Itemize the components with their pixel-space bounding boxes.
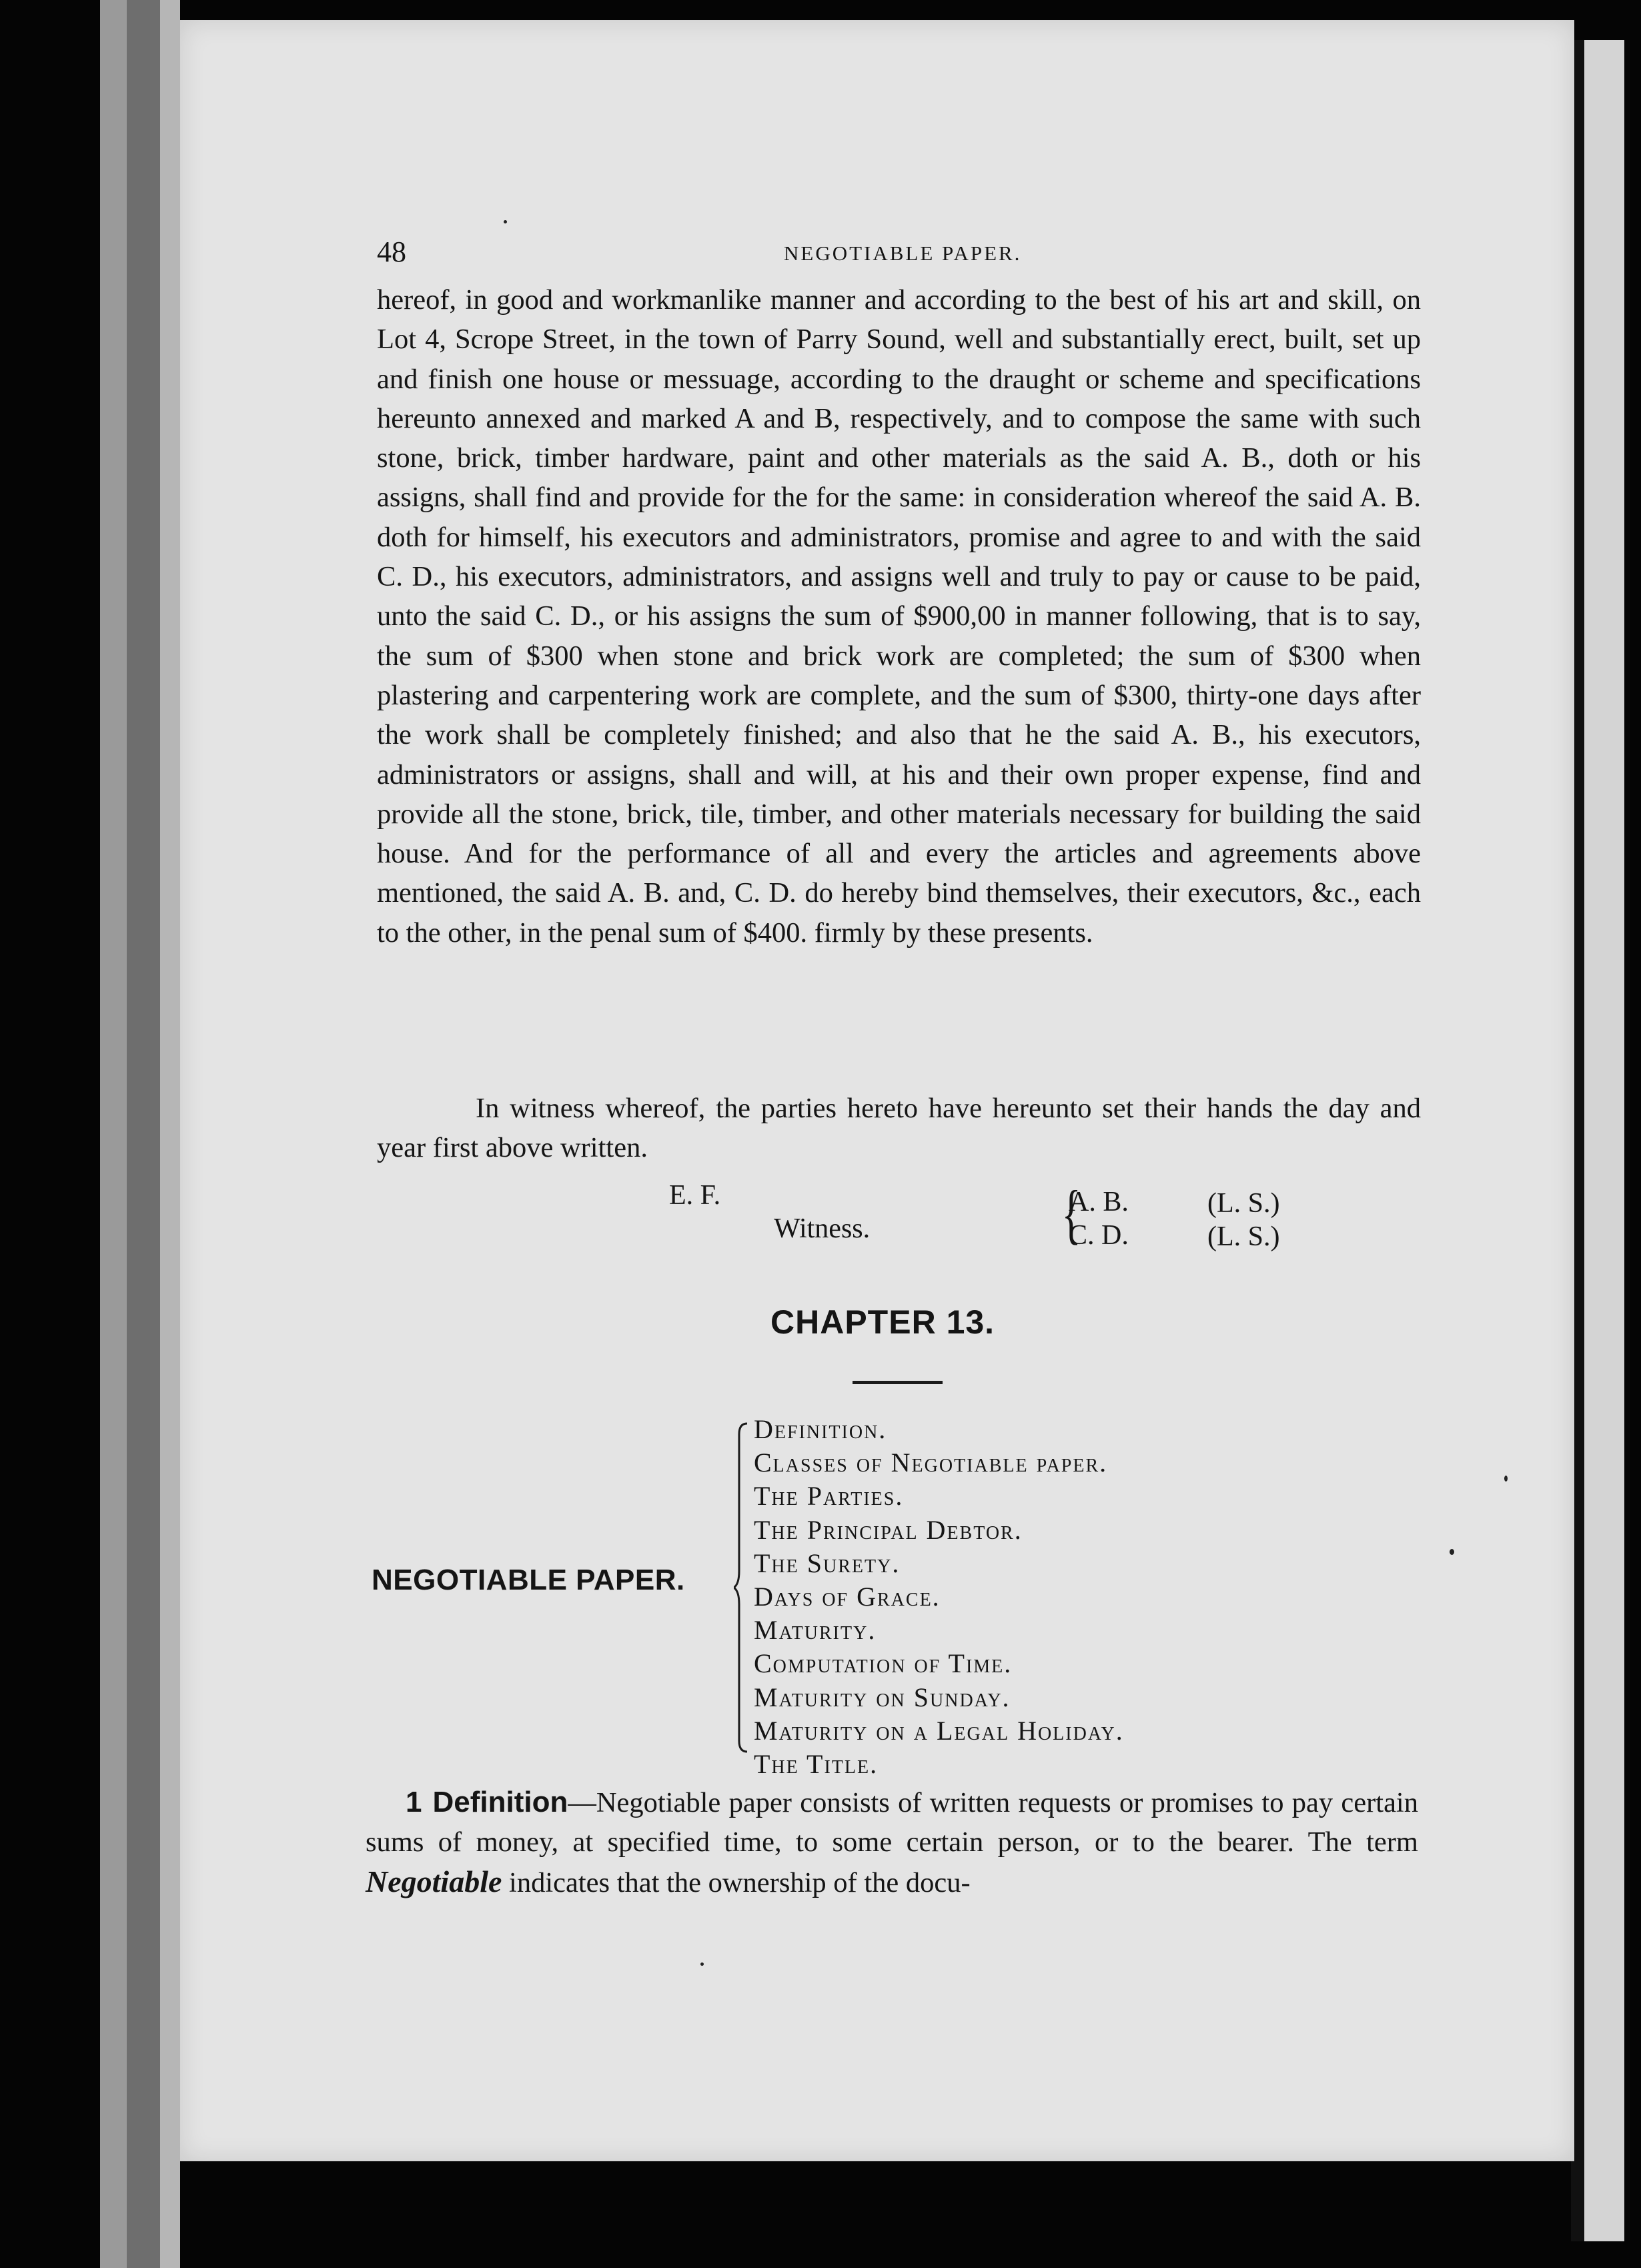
topic-item: The Surety. [754, 1548, 901, 1578]
chapter-divider [853, 1381, 943, 1384]
definition-text-start: Negotiable paper consists of written requests or promises to pay certain sums of money, at specified time, to some certain person, or to the bearer. The term [366, 1787, 1418, 1858]
page-number: 48 [377, 235, 406, 268]
running-head: NEGOTIABLE PAPER. [784, 241, 1022, 265]
definition-text-end: indicates that the ownership of the docu- [502, 1867, 971, 1898]
definition-italic-term: Negotiable [366, 1864, 502, 1898]
definition-dash: — [568, 1787, 596, 1818]
facing-page-edge [1584, 40, 1624, 2241]
scan-speck [504, 220, 507, 223]
signature-brace: { [1061, 1177, 1081, 1251]
seal-2: (L. S.) [1207, 1221, 1280, 1252]
topic-item: Computation of Time. [754, 1648, 1013, 1679]
scan-speck [1504, 1476, 1508, 1482]
book-edge [160, 0, 180, 2268]
definition-heading: Definition [432, 1786, 568, 1818]
signature-party-1: A. B. [1069, 1187, 1129, 1217]
chapter-title: CHAPTER 13. [770, 1303, 995, 1341]
topic-item: The Parties. [754, 1481, 904, 1512]
topics-brace [734, 1421, 750, 1754]
seal-1: (L. S.) [1207, 1188, 1280, 1219]
witness-initials: E. F. [669, 1180, 721, 1211]
book-edge [127, 0, 160, 2268]
topic-item: Classes of Negotiable paper. [754, 1448, 1108, 1478]
signature-party-2: C. D. [1069, 1220, 1129, 1251]
contract-body-text: hereof, in good and workmanlike manner and according to the best of his art and skill, on Lot 4, Scrope Street, in the town of Parry Sound, well and substantially erect, built, set up and finish one house or messuage, according to the draught or scheme and specifications hereunto annexed and marked A and B, respectively, and to compose the same with such stone, brick, timber hardware, paint and other materials as the said A. B., doth or his assigns, shall find and provide for the for the same: in consideration whereof the said A. B. doth for himself, his executors and administrators, promise and agree to and with the said C. D., his executors, administrators, and assigns well and truly to pay or cause to be paid, unto the said C. D., or his assigns the sum of $900,00 in manner following, that is to say, the sum of $300 when stone and brick work are completed; the sum of $300 when plastering and carpentering work are complete, and the sum of $300, thirty-one days after the work shall be completely finished; and also that he the said A. B., his executors, administrators or assigns, shall and will, at his and their own proper expense, find and provide all the stone, brick, tile, timber, and other materials necessary for building the said house. And for the performance of all and every the articles and agreements above mentioned, the said A. B. and, C. D. do hereby bind themselves, their executors, &c., each to the other, in the penal sum of $400. firmly by these presents. [377, 284, 1421, 949]
scan-speck [700, 1962, 704, 1966]
book-edge [100, 0, 127, 2268]
topic-item: The Principal Debtor. [754, 1514, 1023, 1545]
topic-item: The Title. [754, 1749, 879, 1780]
topic-item: Maturity on a Legal Holiday. [754, 1715, 1124, 1746]
topic-item: Days of Grace. [754, 1582, 941, 1612]
definition-paragraph [366, 1782, 1418, 1902]
topic-item: Definition. [754, 1414, 887, 1444]
definition-number: 1 [406, 1786, 422, 1818]
topic-item: Maturity. [754, 1615, 877, 1646]
witness-label: Witness. [774, 1213, 871, 1244]
section-label: NEGOTIABLE PAPER. [372, 1564, 685, 1596]
scan-speck [1450, 1549, 1454, 1555]
chapter-topics-list [754, 1413, 1124, 1781]
witness-paragraph: In witness whereof, the parties hereto have hereunto set their hands the day and year first above written. [377, 1093, 1421, 1163]
topic-item: Maturity on Sunday. [754, 1682, 1011, 1712]
